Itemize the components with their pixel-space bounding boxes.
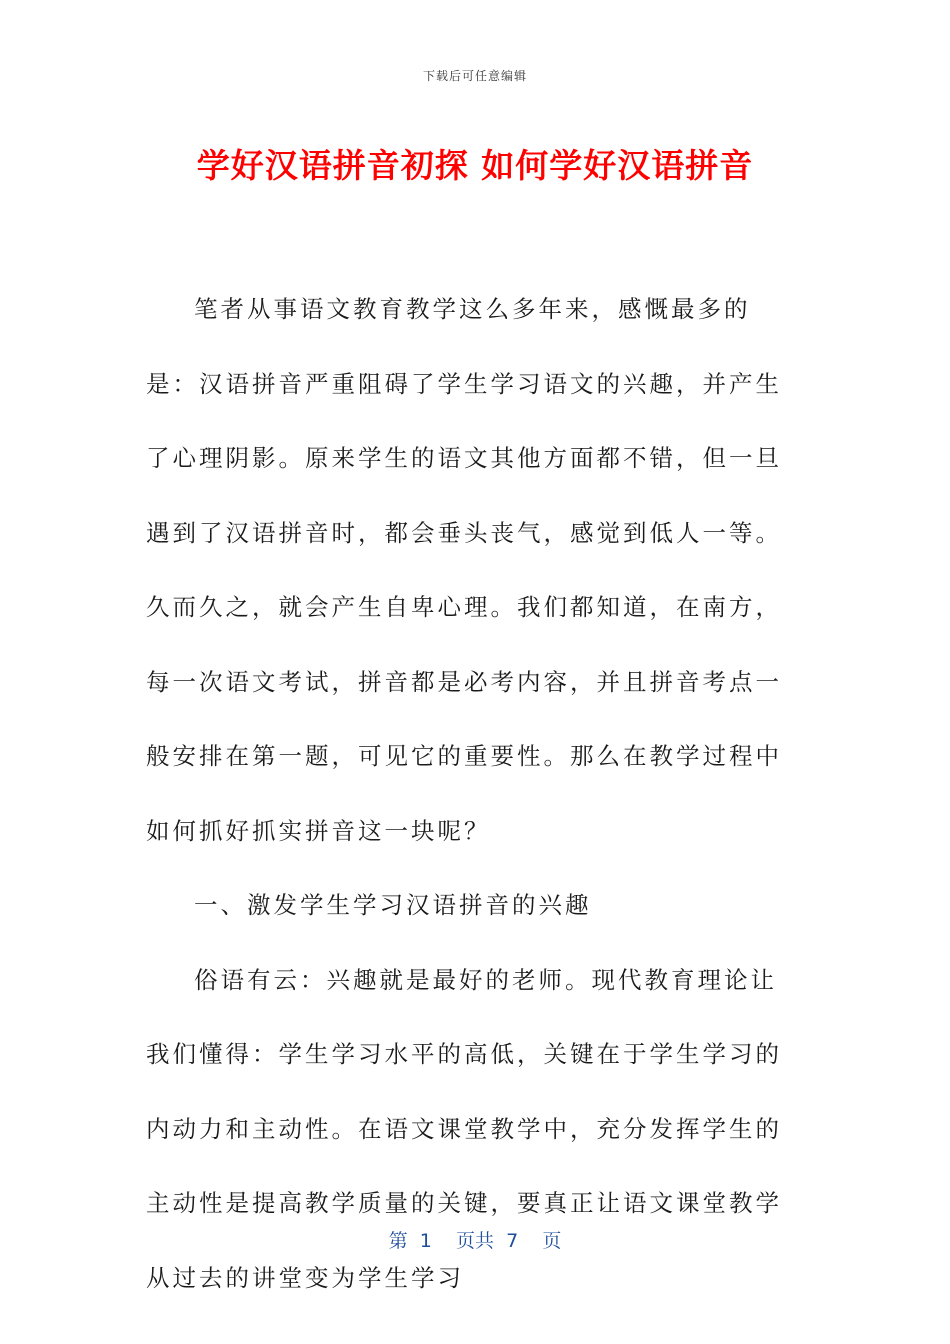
header-note: 下载后可任意编辑 [422,69,527,83]
paragraph-interest: 俗语有云：兴趣就是最好的老师。现代教育理论让我们懂得：学生学习水平的高低，关键在于学生学习的内动力和主动性。在语文课堂教学中，充分发挥学生的主动性是提高教学质量的关键，要真正让语文课堂教学从过去的讲堂变为学生学习 [146,965,782,1292]
paragraph-intro: 笔者从事语文教育教学这么多年来，感慨最多的是：汉语拼音严重阻碍了学生学习语文的兴趣，并产生了心理阴影。原来学生的语文其他方面都不错，但一旦遇到了汉语拼音时，都会垂头丧气，感觉到低人一等。久而久之，就会产生自卑心理。我们都知道，在南方，每一次语文考试，拼音都是必考内容，并且拼音考点一般安排在第一题，可见它的重要性。那么在教学过程中如何抓好抓实拼音这一块呢？ [146,295,782,845]
document-body [146,272,800,1315]
document-title: 学好汉语拼音初探 如何学好汉语拼音 [196,146,754,185]
page-number-footer: 第 1 页共 7 页 [388,1230,562,1252]
section-heading: 一、激发学生学习汉语拼音的兴趣 [194,891,592,919]
